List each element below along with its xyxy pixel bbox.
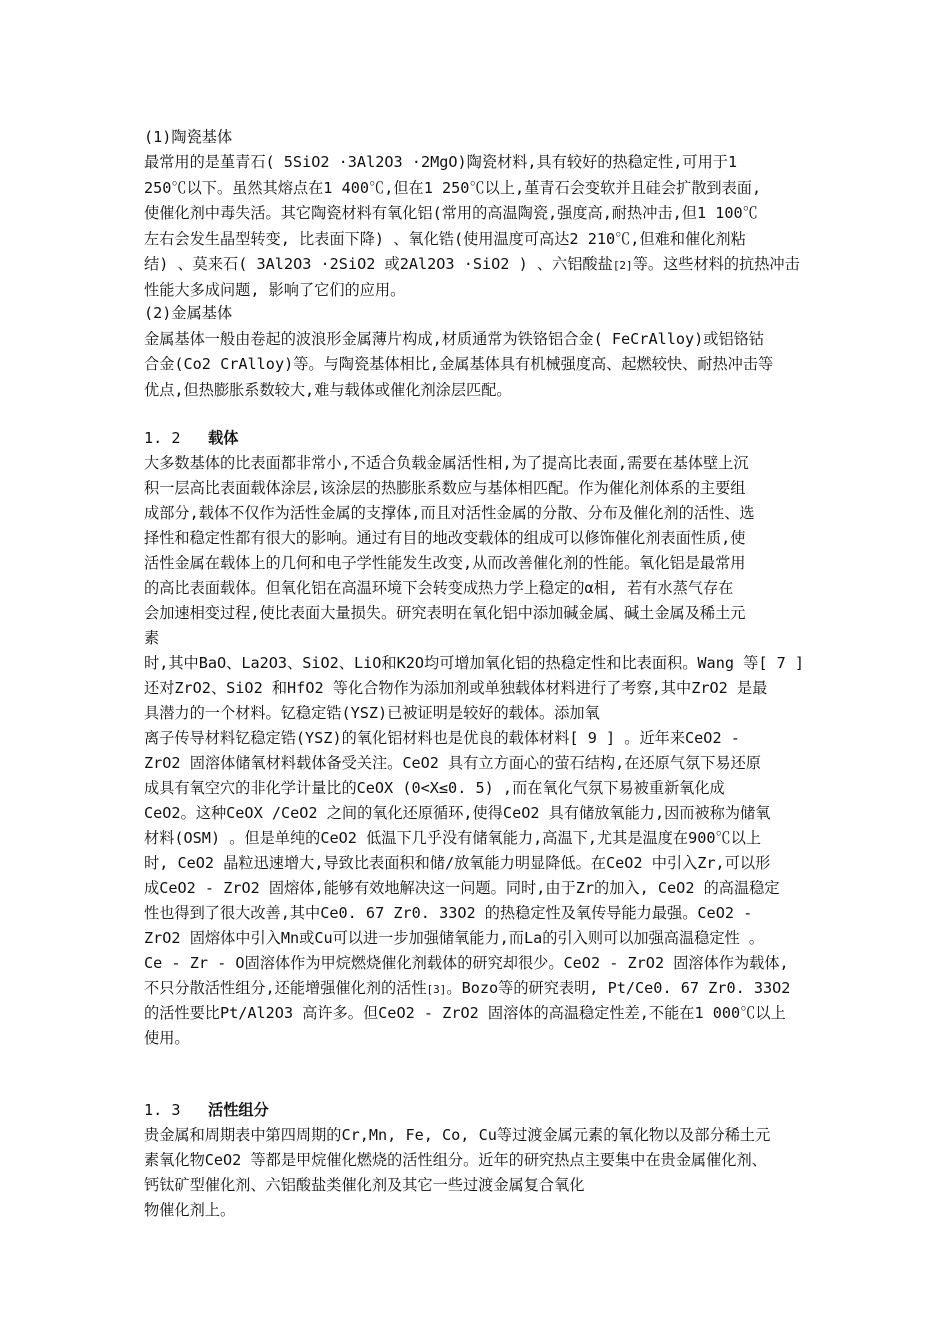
paragraph-line: ZrO2 固溶体储氧材料载体备受关注。CeO2 具有立方面心的萤石结构,在还原气氛下易还原 <box>144 754 761 772</box>
paragraph-line: 时,其中BaO、La2O3、SiO2、LiO和K2O均可增加氧化铝的热稳定性和比表面积。Wang 等[ 7 ] <box>144 654 805 672</box>
line-text: 。Bozo等的研究表明, Pt/Ce0. 67 Zr0. 33O2 <box>446 979 791 997</box>
line-text: 结) 、莫来石( 3Al2O3 ·2SiO2 或2Al2O3 ·SiO2 ) 、六铝酸盐 <box>144 255 613 273</box>
paragraph-line: 合金(Co2 CrAlloy)等。与陶瓷基体相比,金属基体具有机械强度高、起燃较快、耐热冲击等 <box>144 355 774 373</box>
paragraph-line: 时, CeO2 晶粒迅速增大,导致比表面积和储/放氧能力明显降低。在CeO2 中引入Zr,可以形 <box>144 854 771 872</box>
paragraph-line: 的活性要比Pt/Al2O3 高许多。但CeO2 - ZrO2 固溶体的高温稳定性差,不能在1 000℃以上 <box>144 1004 786 1022</box>
paragraph-line: 材料(OSM) 。但是单纯的CeO2 低温下几乎没有储氧能力,高温下,尤其是温度在900℃以上 <box>144 829 762 847</box>
section-number: 1. 2 <box>144 429 181 447</box>
section-number: 1. 3 <box>144 1101 181 1119</box>
paragraph-line: 积一层高比表面载体涂层,该涂层的热膨胀系数应与基体相匹配。作为催化剂体系的主要组 <box>144 479 746 497</box>
paragraph-line: 使催化剂中毒失活。其它陶瓷材料有氧化铝(常用的高温陶瓷,强度高,耐热冲击,但1 100℃ <box>144 204 758 222</box>
paragraph-line <box>144 976 790 1000</box>
section-title: 载体 <box>208 429 239 447</box>
paragraph-line: Ce - Zr - O固溶体作为甲烷燃烧催化剂载体的研究却很少。CeO2 - ZrO2 固溶体作为载体, <box>144 954 789 972</box>
line-text: 不只分散活性组分,还能增强催化剂的活性 <box>144 979 427 997</box>
paragraph-line: 会加速相变过程,使比表面大量损失。研究表明在氧化铝中添加碱金属、碱土金属及稀土元 <box>144 604 746 622</box>
paragraph-line: 物催化剂上。 <box>144 1201 236 1219</box>
paragraph-line: 素氧化物CeO2 等都是甲烷催化燃烧的活性组分。近年的研究热点主要集中在贵金属催化剂、 <box>144 1151 767 1169</box>
paragraph-line: CeO2。这种CeOX /CeO2 之间的氧化还原循环,使得CeO2 具有储放氧能力,因而被称为储氧 <box>144 804 771 822</box>
ceramic-heading: (1)陶瓷基体 <box>144 128 233 146</box>
metal-heading: (2)金属基体 <box>144 304 233 322</box>
citation: [2] <box>612 259 633 272</box>
paragraph-line: 性能大多成问题, 影响了它们的应用。 <box>144 281 406 299</box>
paragraph-line: 还对ZrO2、SiO2 和HfO2 等化合物作为添加剂或单独载体材料进行了考察,其中ZrO2 是最 <box>144 679 768 697</box>
paragraph-line: 性也得到了很大改善,其中Ce0. 67 Zr0. 33O2 的热稳定性及氧传导能力最强。CeO2 - <box>144 904 753 922</box>
paragraph-line: 优点,但热膨胀系数较大,难与载体或催化剂涂层匹配。 <box>144 381 512 399</box>
paragraph-line: 离子传导材料钇稳定锆(YSZ)的氧化铝材料也是优良的载体材料[ 9 ] 。近年来CeO2 - <box>144 729 740 747</box>
paragraph-line: 成CeO2 - ZrO2 固熔体,能够有效地解决这一问题。同时,由于Zr的加入, CeO2 的高温稳定 <box>144 879 780 897</box>
citation: [3] <box>426 983 447 996</box>
paragraph-line: 成部分,载体不仅作为活性金属的支撑体,而且对活性金属的分散、分布及催化剂的活性、选 <box>144 504 755 522</box>
paragraph-line: 贵金属和周期表中第四周期的Cr,Mn, Fe, Co, Cu等过渡金属元素的氧化物以及部分稀土元 <box>144 1126 771 1144</box>
paragraph-line: 使用。 <box>144 1029 190 1047</box>
paragraph-line: 左右会发生晶型转变, 比表面下降) 、氧化锆(使用温度可高达2 210℃,但难和催化剂粘 <box>144 230 746 248</box>
paragraph-line: ZrO2 固熔体中引入Mn或Cu可以进一步加强储氧能力,而La的引入则可以加强高温稳定性 。 <box>144 929 765 947</box>
paragraph-line: 成具有氧空穴的非化学计量比的CeOX (0<X≤0. 5) ,而在氧化气氛下易被重新氧化成 <box>144 779 725 797</box>
paragraph-line: 250℃以下。虽然其熔点在1 400℃,但在1 250℃以上,堇青石会变软并且硅会扩散到表面, <box>144 179 762 197</box>
paragraph-line: 素 <box>144 629 160 647</box>
paragraph-line: 的高比表面载体。但氧化铝在高温环境下会转变成热力学上稳定的α相, 若有水蒸气存在 <box>144 579 734 597</box>
paragraph-line: 金属基体一般由卷起的波浪形金属薄片构成,材质通常为铁铬铝合金( FeCrAlloy)或铝铬钴 <box>144 330 765 348</box>
paragraph-line: 具潜力的一个材料。钇稳定锆(YSZ)已被证明是较好的载体。添加氧 <box>144 704 600 722</box>
line-text: 等。这些材料的抗热冲击 <box>632 255 800 273</box>
paragraph-line: 钙钛矿型催化剂、六铝酸盐类催化剂及其它一些过渡金属复合氧化 <box>144 1176 585 1194</box>
paragraph-line: 大多数基体的比表面都非常小,不适合负载金属活性相,为了提高比表面,需要在基体壁上沉 <box>144 454 749 472</box>
section-heading-active <box>144 1098 269 1122</box>
paragraph-line: 活性金属在载体上的几何和电子学性能发生改变,从而改善催化剂的性能。氧化铝是最常用 <box>144 554 746 572</box>
paragraph-line <box>144 252 800 276</box>
paragraph-line: 择性和稳定性都有很大的影响。通过有目的地改变载体的组成可以修饰催化剂表面性质,使 <box>144 529 746 547</box>
section-heading-support <box>144 426 238 450</box>
section-title: 活性组分 <box>208 1101 269 1119</box>
paragraph-line: 最常用的是堇青石( 5SiO2 ·3Al2O3 ·2MgO)陶瓷材料,具有较好的热稳定性,可用于1 <box>144 153 738 171</box>
